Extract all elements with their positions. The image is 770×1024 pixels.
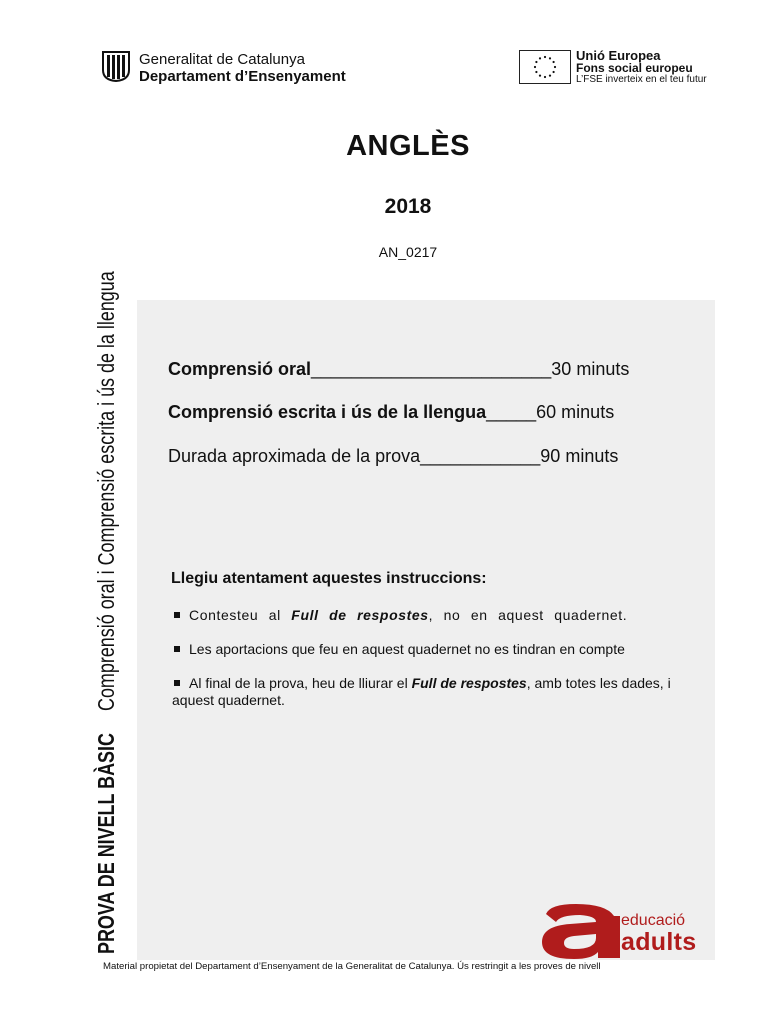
department-name: Departament d’Ensenyament bbox=[139, 68, 346, 85]
instruction-text: Contesteu al bbox=[189, 607, 292, 623]
generalitat-name: Generalitat de Catalunya bbox=[139, 51, 305, 68]
instruction-emphasis: Full de respostes bbox=[291, 607, 429, 623]
timing-time: 90 minuts bbox=[540, 446, 619, 466]
instruction-item bbox=[172, 641, 682, 658]
esf-slogan: L’FSE inverteix en el teu futur bbox=[576, 74, 707, 85]
instruction-text: , no en aquest quadernet. bbox=[428, 607, 628, 623]
eu-title bbox=[576, 49, 707, 85]
bullet-square-icon bbox=[174, 646, 180, 652]
exam-code: AN_0217 bbox=[378, 244, 438, 260]
timing-label: Comprensió oral bbox=[168, 359, 312, 379]
footer-note: Material propietat del Departament d’Ensenyament de la Generalitat de Catalunya. Ús restringit a les proves de nivell bbox=[103, 961, 601, 972]
bullet-square-icon bbox=[174, 612, 180, 618]
esf-name: Fons social europeu bbox=[576, 61, 693, 75]
eu-name: Unió Europea bbox=[576, 48, 661, 63]
side-parts: Comprensió oral i Comprensió escrita i ús de la llengua bbox=[92, 270, 119, 711]
instruction-item bbox=[172, 607, 682, 624]
timing-dashes: ____________ bbox=[420, 446, 541, 466]
instruction-text: Al final de la prova, heu de lliurar el bbox=[189, 675, 412, 691]
generalitat-title bbox=[139, 51, 346, 85]
logo-big-text: adults bbox=[621, 928, 697, 956]
timing-dashes: ________________________ bbox=[311, 359, 552, 379]
instruction-item bbox=[172, 675, 682, 709]
eu-flag-icon bbox=[519, 50, 571, 84]
instruction-text: , amb totes les dades, i aquest quadernet. bbox=[172, 675, 671, 708]
logo-small-text: educació bbox=[621, 912, 686, 929]
timing-dashes: _____ bbox=[486, 402, 537, 422]
timing-row bbox=[168, 446, 688, 467]
timing-label: Durada aproximada de la prova bbox=[168, 446, 421, 466]
instruction-text: Les aportacions que feu en aquest quadernet no es tindran en compte bbox=[189, 641, 625, 657]
generalitat-logo-icon bbox=[101, 50, 131, 82]
timing-label: Comprensió escrita i ús de la llengua bbox=[168, 402, 487, 422]
timing-row bbox=[168, 402, 688, 423]
instructions-title: Llegiu atentament aquestes instruccions: bbox=[171, 570, 487, 587]
side-label bbox=[80, 270, 132, 954]
side-level: PROVA DE NIVELL BÀSIC bbox=[92, 733, 119, 954]
timing-row bbox=[168, 359, 688, 380]
bullet-square-icon bbox=[174, 680, 180, 686]
timing-time: 30 minuts bbox=[551, 359, 630, 379]
exam-subject: ANGLÈS bbox=[346, 130, 470, 162]
timing-time: 60 minuts bbox=[536, 402, 615, 422]
info-panel bbox=[137, 300, 715, 960]
exam-year: 2018 bbox=[384, 195, 432, 218]
instruction-emphasis: Full de respostes bbox=[411, 675, 527, 691]
